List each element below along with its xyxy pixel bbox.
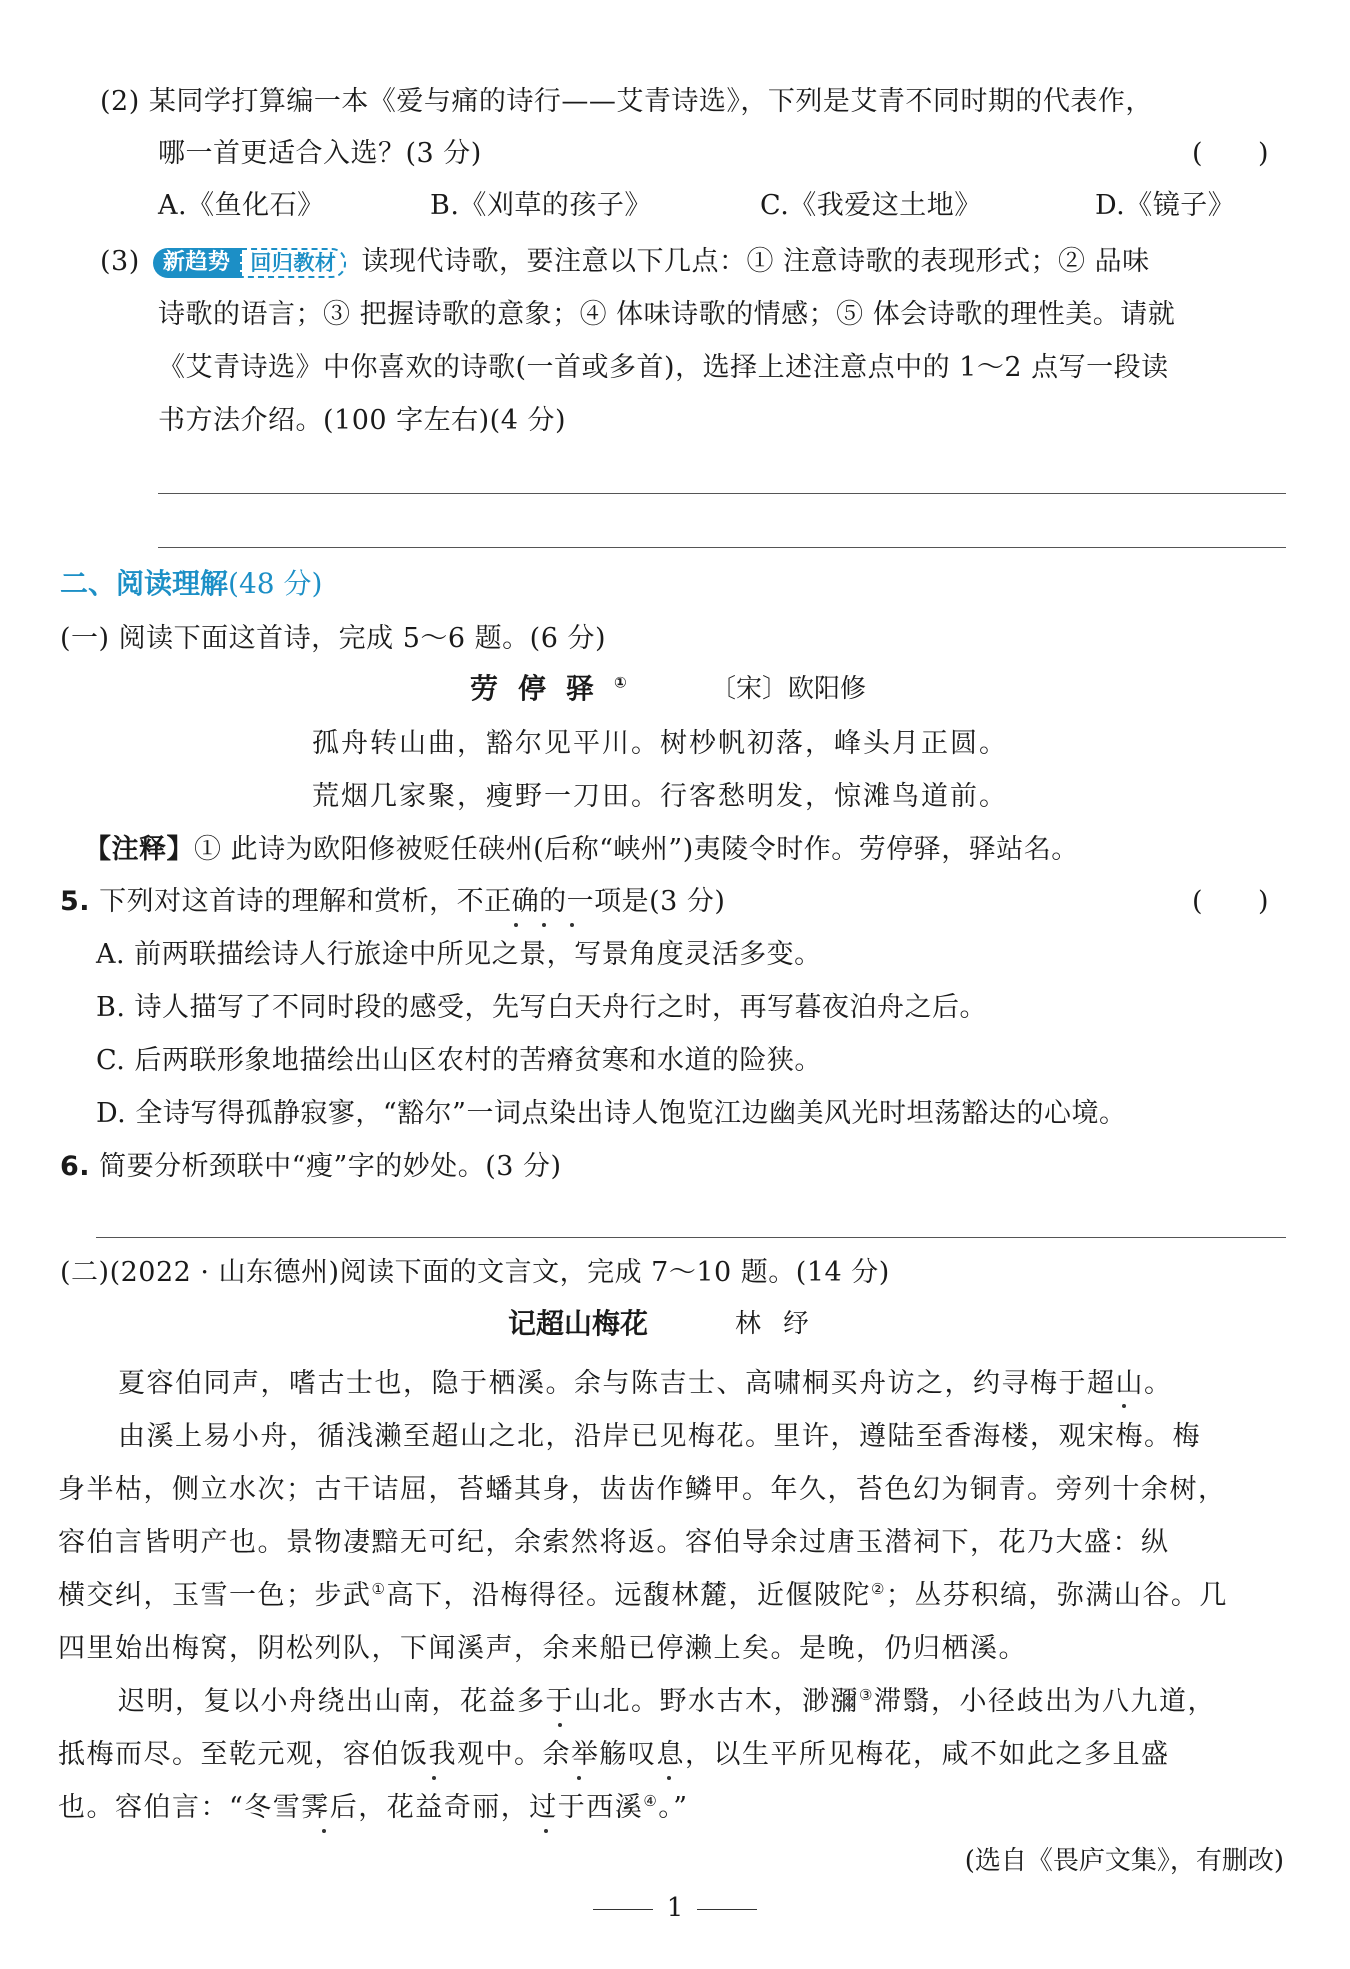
q4-2-line2: 哪一首更适合入选？(3 分) [158,138,482,169]
part1-intro: (一) 阅读下面这首诗，完成 5～6 题。(6 分) [60,623,606,654]
q5-number: 5. [60,886,91,917]
note-mark-3: ③ [859,1686,874,1704]
q6-number: 6. [60,1151,91,1182]
note-mark-2: ② [870,1580,886,1598]
q5-stem-b: 的一项是(3 分) [539,886,726,917]
rare-char: 瀰 [830,1686,859,1717]
section-score: (48 分) [228,567,323,600]
q4-3-line3: 《艾青诗选》中你喜欢的诗歌(一首或多首)，选择上述注意点中的 1～2 点写一段读 [158,352,1169,383]
q5-answer-bracket[interactable]: ( ) [1192,886,1270,917]
prose-line-1: 夏容伯同声，嗜古士也，隐于栖溪。余与陈吉士、高啸桐买舟访之，约寻梅于超山。 [118,1368,1173,1399]
prose-line-5 [58,1578,1228,1614]
q4-2-answer-bracket[interactable]: ( ) [1192,138,1270,169]
page-number-dash-left [593,1909,653,1910]
emphasis-dot [577,1776,581,1780]
q5-stem-emphasis [457,886,540,917]
emphasis-dot [558,1723,562,1727]
q5-option-a[interactable]: A. 前两联描绘诗人行旅途中所见之景，写景角度灵活多变。 [96,939,822,970]
q4-3-line4: 书方法介绍。(100 字左右)(4 分) [158,405,567,436]
prose-line-2: 由溪上易小舟，循浅濑至超山之北，沿岸已见梅花。里许，遵陆至香海楼，观宋梅。梅 [118,1421,1201,1452]
trend-badge-main: 新趋势 [153,248,241,278]
poem-line-1: 孤舟转山曲，豁尔见平川。树杪帆初落，峰头月正圆。 [312,728,1008,759]
prose-line-5a: 横交纠，玉雪一色；步武 [58,1580,372,1611]
emphasis-dot [322,1829,326,1833]
q4-3-line1 [100,244,1150,280]
q4-3-line1-text: 读现代诗歌，要注意以下几点：① 注意诗歌的表现形式；② 品味 [361,246,1150,277]
prose-line-3: 身半枯，侧立水次；古干诘屈，苔蟠其身，齿齿作鳞甲。年久，苔色幻为铜青。旁列十余树， [58,1474,1227,1505]
prose-line-7b: 滞翳，小径歧出为八九道， [873,1686,1216,1717]
prose-title: 记超山梅花 [508,1307,649,1340]
q5-option-c[interactable]: C. 后两联形象地描绘出山区农村的苦瘠贫寒和水道的险狭。 [96,1045,822,1076]
emphasis-dot [544,1829,548,1833]
prose-author: 林纾 [735,1309,832,1339]
trend-badge [153,247,347,279]
q4-3-prefix: (3) [100,246,140,277]
prose-line-9 [58,1790,689,1826]
prose-line-7a: 迟明，复以小舟绕出山南，花益多于山北。野水古木，渺 [118,1686,831,1717]
part2-intro: (二)(2022 · 山东德州)阅读下面的文言文，完成 7～10 题。(14 分) [60,1257,890,1288]
section-title-text: 二、阅读理解 [60,567,229,600]
q4-2-option-b[interactable]: B.《刈草的孩子》 [430,190,652,221]
emphasis-dot [514,923,518,927]
note-label: 【注释】 [84,834,194,865]
poem-title-note: ① [614,673,627,692]
q4-2-option-c[interactable]: C.《我爱这土地》 [760,190,982,221]
q4-2-line1: (2) 某同学打算编一本《爱与痛的诗行——艾青诗选》，下列是艾青不同时期的代表作， [100,86,1153,117]
prose-line-8: 抵梅而尽。至乾元观，容伯饭我观中。余举觞叹息，以生平所见梅花，咸不如此之多且盛 [58,1739,1170,1770]
source-citation: (选自《畏庐文集》，有删改) [964,1846,1284,1876]
trend-badge-sub: 回归教材 [240,248,346,278]
q4-2-option-a[interactable]: A.《鱼化石》 [158,190,325,221]
poem-title [470,671,627,707]
poem-line-2: 荒烟几家聚，瘦野一刀田。行客愁明发，惊滩鸟道前。 [312,781,1008,812]
poem-note [84,832,1079,868]
prose-line-9b: 。” [658,1792,689,1823]
poem-title-text: 劳停驿 [470,672,615,705]
q5-stem [60,884,725,920]
q5-option-d[interactable]: D. 全诗写得孤静寂寥，“豁尔”一词点染出诗人饱览江边幽美风光时坦荡豁达的心境。 [96,1098,1127,1129]
section-title [60,566,322,602]
note-text: ① 此诗为欧阳修被贬任硖州(后称“峡州”)夷陵令时作。劳停驿，驿站名。 [194,834,1079,865]
prose-line-9a: 也。容伯言：“冬雪霁后，花益奇丽，过于西溪 [58,1792,644,1823]
page-number-text: 1 [666,1893,684,1923]
q5-stem-a: 下列对这首诗的理解和赏析， [99,886,457,917]
answer-line-q6[interactable] [96,1237,1286,1238]
note-mark-4: ④ [643,1792,659,1810]
q5-stem-em: 不正确 [456,886,540,917]
prose-line-5b: 高下，沿梅得径。远馥林麓，近偃陂陀 [386,1580,871,1611]
prose-line-4: 容伯言皆明产也。景物凄黯无可纪，余索然将返。容伯导余过唐玉潜祠下，花乃大盛：纵 [58,1527,1170,1558]
page-number [0,1890,1350,1926]
prose-line-7 [118,1684,1216,1720]
emphasis-dot [542,923,546,927]
answer-line-1[interactable] [158,493,1286,494]
poem-author: 〔宋〕欧阳修 [710,674,867,704]
note-mark-1: ① [371,1580,387,1598]
emphasis-dot [1122,1404,1126,1408]
prose-line-6: 四里始出梅窝，阴松列队，下闻溪声，余来船已停濑上矣。是晚，仍归栖溪。 [58,1633,1027,1664]
emphasis-dot [432,1776,436,1780]
q5-option-b[interactable]: B. 诗人描写了不同时段的感受，先写白天舟行之时，再写暮夜泊舟之后。 [96,992,988,1023]
q4-3-line2: 诗歌的语言；③ 把握诗歌的意象；④ 体味诗歌的情感；⑤ 体会诗歌的理性美。请就 [158,299,1176,330]
q6-stem-text: 简要分析颈联中“瘦”字的妙处。(3 分) [99,1151,562,1182]
prose-line-5c: ；丛芬积缟，弥满山谷。几 [885,1580,1228,1611]
page-number-dash-right [697,1909,757,1910]
emphasis-dot [570,923,574,927]
q4-2-option-d[interactable]: D.《镜子》 [1095,190,1236,221]
q6-stem [60,1149,562,1185]
answer-line-2[interactable] [158,547,1286,548]
emphasis-dot [667,1776,671,1780]
